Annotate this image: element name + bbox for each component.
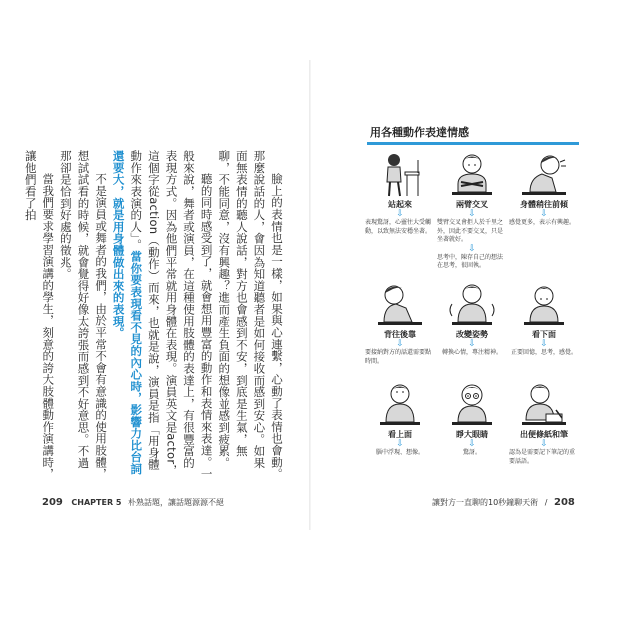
figure-rule — [367, 142, 579, 145]
arrow-icon: ⇩ — [468, 439, 476, 449]
cell-take-notes — [509, 382, 579, 466]
cell-note: 腦中浮現、想像。 — [375, 449, 424, 456]
cell-note: 正要回憶，思考，感覺。 — [510, 349, 577, 356]
arrow-icon: ⇩ — [540, 209, 548, 219]
cell-look-down — [509, 282, 579, 358]
person-leaning-forward-icon — [516, 152, 572, 198]
person-standing-up-icon — [372, 152, 428, 198]
paragraph-text: 聽的同時感受到了，就會想用豐富的動作和表情來表達。一般來說，舞者或演員，在這種使用肢體的表達上，有很豐富的表現方式。因為他們平常就用身體在表現。演員英文是actor，這個字從action（動作）而來，也就是說，演員是指「用身體動作來表演的人」。 — [129, 150, 214, 480]
footer-title: 讓對方一直聊的10秒鐘聊天術 — [432, 498, 539, 507]
figure-title: 用各種動作表達情感 — [370, 126, 469, 139]
chapter-label: CHAPTER 5 — [71, 498, 122, 507]
cell-label: 睜大眼睛 — [456, 430, 488, 439]
cell-wide-eyes — [437, 382, 507, 458]
cell-arms-crossed — [437, 152, 507, 271]
cell-note: 雙臂交叉會拒人於千里之外，因此不要交叉，只是坐著就好。 — [437, 219, 504, 243]
highlighted-text: 當你要表現看不見的內心時，影響力比台詞還要大，就是用身體做出來的表現。 — [111, 150, 144, 475]
person-looking-down-icon — [516, 282, 572, 328]
page-number: 208 — [553, 497, 575, 508]
cell-label: 兩臂交叉 — [456, 200, 488, 209]
cell-lean-back — [365, 282, 435, 366]
cell-label: 出便條紙和筆 — [520, 430, 568, 439]
cell-look-up — [365, 382, 435, 458]
paragraph: 臉上的表情也是一樣，如果與心連繫，心動了表情也會動。那麼說話的人，會因為知道聽者是如何接收而感到安心。如果面無表情的聽人說話，對方也會感到不安，到底是生氣，無聊，不能同意，沒有興趣？進而產生負面的想像並感到疲累。 — [217, 150, 284, 480]
arrow-icon: ⇩ — [468, 339, 476, 349]
cell-label: 看下面 — [532, 330, 556, 339]
paragraph: 不是演員或舞者的我們，由於平常不會有意識的使用肢體，想試試看的時候，就會覺得好像太誇張而感到不好意思。不過那卻是恰到好處的徵兆。 — [58, 150, 109, 480]
person-looking-up-icon — [372, 382, 428, 428]
cell-label: 身體稍往前傾 — [520, 200, 568, 209]
cell-stand-up — [365, 152, 435, 236]
book-gutter — [309, 60, 311, 530]
cell-change-posture — [437, 282, 507, 358]
cell-note: 認為是需要記下筆記的重要話語。 — [509, 449, 576, 465]
chapter-title: 朴熟話題，讓話題源源不絕 — [128, 498, 225, 507]
person-arms-crossed-icon — [444, 152, 500, 198]
person-leaning-back-icon — [372, 282, 428, 328]
cell-label: 看上面 — [388, 430, 412, 439]
arrow-icon: ⇩ — [468, 209, 476, 219]
arrow-icon: ⇩ — [396, 209, 404, 219]
paragraph: 當我們要求學習演講的學生，刻意的誇大肢體動作演講時，讓他們看了拍 — [23, 150, 56, 480]
arrow-icon: ⇩ — [396, 439, 404, 449]
paragraph — [109, 150, 215, 480]
cell-label: 背往後靠 — [384, 330, 416, 339]
cell-note: 思考中，陳存自己的想法在思考，很固執。 — [437, 253, 504, 269]
arrow-icon: ⇩ — [540, 339, 548, 349]
cell-label: 站起來 — [388, 200, 412, 209]
page-number: 209 — [42, 497, 63, 508]
footer-divider: / — [544, 498, 548, 507]
body-text — [23, 150, 285, 480]
cell-note: 要接納對方的話還需要點時間。 — [365, 349, 432, 365]
arrow-icon: ⇩ — [540, 439, 548, 449]
cell-lean-forward — [509, 152, 579, 228]
cell-label: 改變姿勢 — [456, 330, 488, 339]
person-wide-eyes-icon — [444, 382, 500, 428]
right-footer — [432, 497, 581, 508]
arrow-icon: ⇩ — [468, 243, 476, 254]
cell-note: 感覺更多，表示有興趣。 — [509, 219, 576, 226]
person-changing-posture-icon — [444, 282, 500, 328]
left-footer — [42, 497, 224, 508]
cell-note: 驚訝。 — [462, 449, 481, 456]
arrow-icon: ⇩ — [396, 339, 404, 349]
person-taking-notes-icon — [516, 382, 572, 428]
cell-note: 表現驚訝，心靈往大受觸動，以致無法安穩坐著。 — [365, 219, 432, 235]
cell-note: 轉換心情，專注精神。 — [441, 349, 502, 356]
